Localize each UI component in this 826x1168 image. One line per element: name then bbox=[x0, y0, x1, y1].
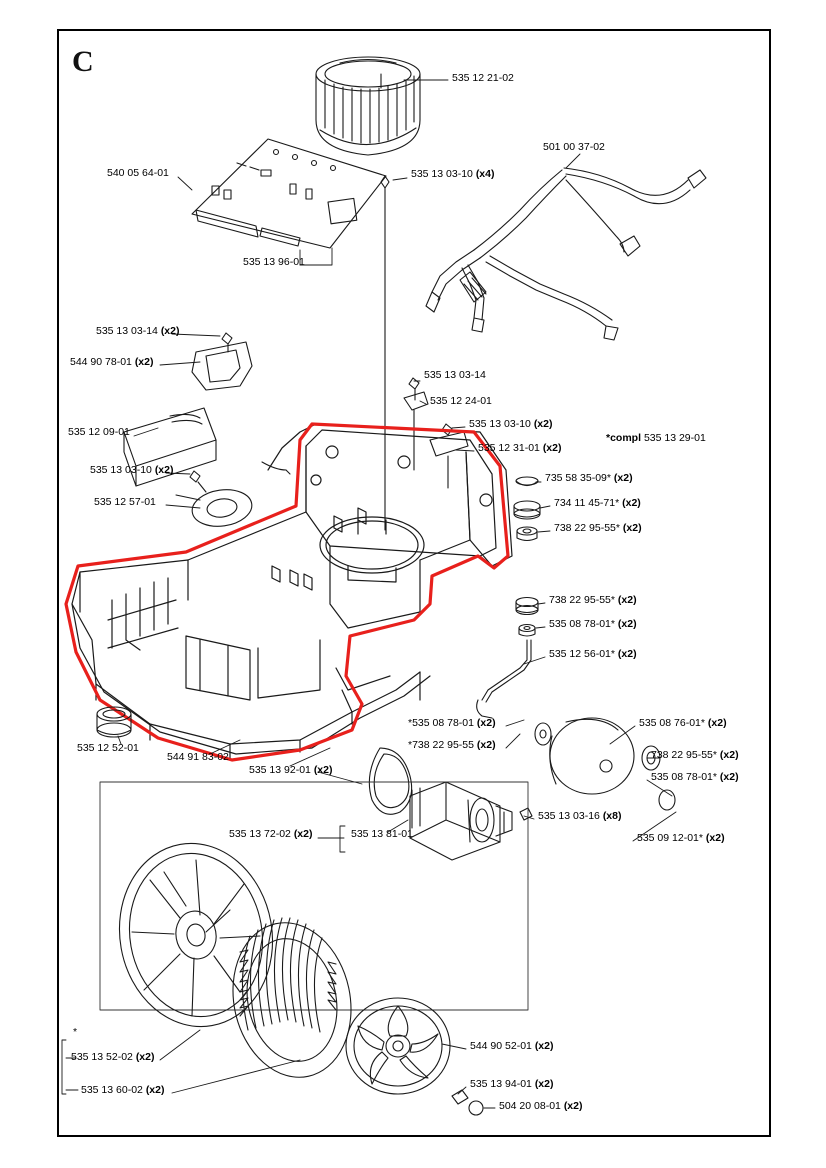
label-text: 535 13 52-02 bbox=[71, 1051, 133, 1063]
label-text: 535 09 12-01* bbox=[637, 832, 703, 844]
label-535-13-03-16-x8 bbox=[538, 810, 622, 822]
label-text: 735 58 35-09* bbox=[545, 472, 611, 484]
label-535-13-03-10-x4 bbox=[411, 168, 495, 180]
label-text: 535 13 60-02 bbox=[81, 1084, 143, 1096]
label-qty: (x2) bbox=[534, 1078, 554, 1090]
compl-prefix: *compl bbox=[606, 432, 642, 444]
label-540-05-64-01 bbox=[107, 167, 169, 179]
label-535-08-78-01-x2-a bbox=[549, 618, 637, 630]
label-text: 535 12 57-01 bbox=[94, 496, 156, 508]
label-text: 738 22 95-55* bbox=[554, 522, 620, 534]
label-qty: (x8) bbox=[602, 810, 622, 822]
label-qty: (x2) bbox=[719, 771, 739, 783]
label-text: 535 13 03-14 bbox=[424, 369, 486, 381]
label-text: 738 22 95-55* bbox=[651, 749, 717, 761]
label-535-12-24-01 bbox=[430, 395, 492, 407]
label-535-13-92-01-x2 bbox=[249, 764, 333, 776]
label-qty: (x2) bbox=[293, 828, 313, 840]
label-text: 535 13 03-16 bbox=[538, 810, 600, 822]
label-qty: (x2) bbox=[134, 356, 154, 368]
label-535-12-31-01-x2 bbox=[478, 442, 562, 454]
label-qty: (x2) bbox=[476, 739, 496, 751]
label-text: 535 13 03-10 bbox=[90, 464, 152, 476]
label-734-11-45-71-x2 bbox=[554, 497, 641, 509]
label-735-58-35-09-x2 bbox=[545, 472, 633, 484]
label-535-13-72-02-x2 bbox=[229, 828, 313, 840]
label-qty: (x2) bbox=[617, 648, 637, 660]
label-text: 535 12 31-01 bbox=[478, 442, 540, 454]
label-535-13-03-14 bbox=[424, 369, 486, 381]
label-qty: (x2) bbox=[719, 749, 739, 761]
label-text: 544 90 78-01 bbox=[70, 356, 132, 368]
label-qty: (x2) bbox=[154, 464, 174, 476]
label-text: *535 08 78-01 bbox=[408, 717, 474, 729]
label-738-22-95-55-x2-b bbox=[549, 594, 637, 606]
label-text: 535 13 03-10 bbox=[469, 418, 531, 430]
label-qty: (x2) bbox=[160, 325, 180, 337]
label-text: 535 13 92-01 bbox=[249, 764, 311, 776]
label-738-22-95-55-x2-a bbox=[554, 522, 642, 534]
label-qty: (x2) bbox=[617, 594, 637, 606]
plate-letter: C bbox=[72, 45, 94, 78]
label-text: 535 12 21-02 bbox=[452, 72, 514, 84]
label-qty: (x2) bbox=[313, 764, 333, 776]
label-535-13-94-01-x2 bbox=[470, 1078, 554, 1090]
label-text: 535 08 76-01* bbox=[639, 717, 705, 729]
label-text: 535 13 03-10 bbox=[411, 168, 473, 180]
label-qty: (x2) bbox=[542, 442, 562, 454]
compl-number: 535 13 29-01 bbox=[643, 432, 706, 444]
label-text: 504 20 08-01 bbox=[499, 1100, 561, 1112]
label-738-22-95-55-x2-c bbox=[408, 739, 496, 751]
diagram-frame bbox=[57, 29, 771, 1137]
label-text: 535 08 78-01* bbox=[651, 771, 717, 783]
label-text: 535 08 78-01* bbox=[549, 618, 615, 630]
label-text: 738 22 95-55* bbox=[549, 594, 615, 606]
label-535-12-56-01-x2 bbox=[549, 648, 637, 660]
label-535-13-03-10-x2-b bbox=[90, 464, 174, 476]
compl-note bbox=[606, 432, 706, 444]
label-text: 535 12 09-01 bbox=[68, 426, 130, 438]
label-qty: (x2) bbox=[534, 1040, 554, 1052]
label-qty: (x2) bbox=[145, 1084, 165, 1096]
label-text: 535 13 03-14 bbox=[96, 325, 158, 337]
label-qty: (x2) bbox=[476, 717, 496, 729]
label-535-09-12-01-x2 bbox=[637, 832, 725, 844]
label-text: 540 05 64-01 bbox=[107, 167, 169, 179]
label-qty: (x2) bbox=[563, 1100, 583, 1112]
label-qty: (x2) bbox=[705, 832, 725, 844]
label-text: 535 12 56-01* bbox=[549, 648, 615, 660]
label-qty: (x2) bbox=[135, 1051, 155, 1063]
label-535-13-60-02-x2 bbox=[81, 1084, 165, 1096]
label-535-13-03-14-x2 bbox=[96, 325, 180, 337]
label-535-08-76-01-x2 bbox=[639, 717, 727, 729]
label-text: 535 13 81-01 bbox=[351, 828, 413, 840]
label-text: 535 13 96-01 bbox=[243, 256, 305, 268]
label-504-20-08-01-x2 bbox=[499, 1100, 583, 1112]
label-text: * bbox=[73, 1026, 78, 1038]
label-738-22-95-55-x2-d bbox=[651, 749, 739, 761]
label-535-08-78-01-x2-b bbox=[408, 717, 496, 729]
label-535-12-09-01 bbox=[68, 426, 130, 438]
label-544-91-83-02 bbox=[167, 751, 229, 763]
label-535-12-57-01 bbox=[94, 496, 156, 508]
label-544-90-78-01-x2 bbox=[70, 356, 154, 368]
label-asterisk-marker bbox=[73, 1026, 77, 1038]
label-535-13-96-01 bbox=[243, 256, 305, 268]
label-535-13-81-01 bbox=[351, 828, 413, 840]
label-text: 734 11 45-71* bbox=[554, 497, 620, 509]
label-qty: (x2) bbox=[707, 717, 727, 729]
label-text: 544 90 52-01 bbox=[470, 1040, 532, 1052]
label-535-08-78-01-x2-c bbox=[651, 771, 739, 783]
label-text: 535 13 72-02 bbox=[229, 828, 291, 840]
label-qty: (x2) bbox=[613, 472, 633, 484]
label-501-00-37-02 bbox=[543, 141, 605, 153]
label-qty: (x2) bbox=[622, 497, 641, 509]
label-535-12-52-01 bbox=[77, 742, 139, 754]
label-qty: (x2) bbox=[622, 522, 642, 534]
label-text: 501 00 37-02 bbox=[543, 141, 605, 153]
label-text: 535 12 52-01 bbox=[77, 742, 139, 754]
label-535-13-03-10-x2-a bbox=[469, 418, 553, 430]
label-text: *738 22 95-55 bbox=[408, 739, 474, 751]
label-qty: (x2) bbox=[533, 418, 553, 430]
label-535-13-52-02-x2 bbox=[71, 1051, 155, 1063]
label-text: 544 91 83-02 bbox=[167, 751, 229, 763]
label-qty: (x4) bbox=[475, 168, 495, 180]
label-qty: (x2) bbox=[617, 618, 637, 630]
label-535-12-21-02 bbox=[452, 72, 514, 84]
label-text: 535 13 94-01 bbox=[470, 1078, 532, 1090]
label-text: 535 12 24-01 bbox=[430, 395, 492, 407]
label-544-90-52-01-x2 bbox=[470, 1040, 554, 1052]
